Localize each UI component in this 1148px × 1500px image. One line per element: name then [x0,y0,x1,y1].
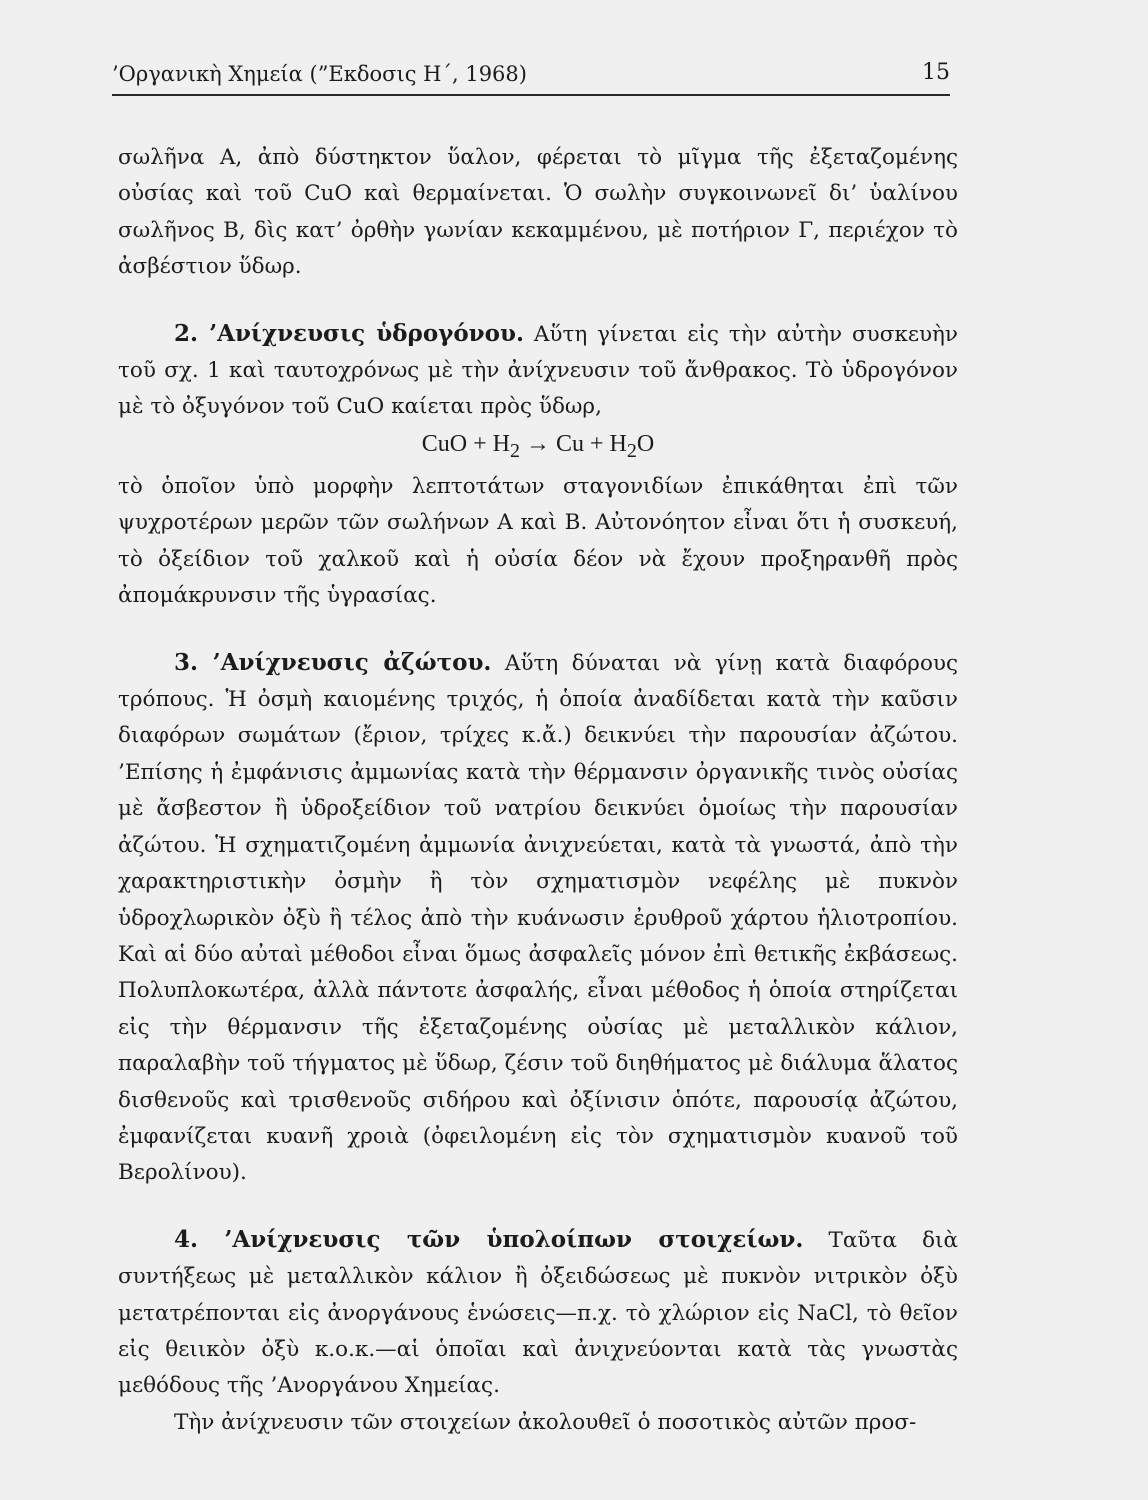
section-4 [118,1222,958,1405]
section-heading: 2. ’Ανίχνευσις ὑδρογόνου. [174,319,524,347]
chemical-equation [118,426,958,469]
equation-subscript: 2 [510,439,520,462]
equation-tail: O [636,430,655,457]
section-3 [118,645,958,1192]
body-text [118,140,958,1441]
section-text: Ταῦτα διὰ συντήξεως μὲ μεταλλικὸν κάλιον ἢ ὀξειδώσεως μὲ πυκνὸν νιτρικὸν ὀξὺ μετατρέπονται εἰς ἀνοργάνους ἑνώσεις—π.χ. τὸ χλώριον εἰς NaCl, τὸ θεῖον εἰς θειικὸν ὀξὺ κ.ο.κ.—αἱ ὁποῖαι καὶ ἀνιχνεύονται κατὰ τὰς γνωστὰς μεθόδους τῆς ’Ανοργάνου Χημείας. [118,1227,958,1399]
section-text: Αὕτη δύναται νὰ γίνῃ κατὰ διαφόρους τρόπους. Ἡ ὀσμὴ καιομένης τριχός, ἡ ὁποία ἀναδίδεται κατὰ τὴν καῦσιν διαφόρων σωμάτων (ἔριον, τρίχες κ.ἄ.) δεικνύει τὴν παρουσίαν ἀζώτου. ’Επίσης ἡ ἐμφάνισις ἀμμωνίας κατὰ τὴν θέρμανσιν ὀργανικῆς τινὸς οὐσίας μὲ ἄσβεστον ἢ ὑδροξείδιον τοῦ νατρίου δεικνύει ὁμοίως τὴν παρουσίαν ἀζώτου. Ἡ σχηματιζομένη ἀμμωνία ἀνιχνεύεται, κατὰ τὰ γνωστά, ἀπὸ τὴν χαρακτηριστικὴν ὀσμὴν ἢ τὸν σχηματισμὸν νεφέλης μὲ πυκνὸν ὑδροχλωρικὸν ὀξὺ ἢ τέλος ἀπὸ τὴν κυάνωσιν ἐρυθροῦ χάρτου ἡλιοτροπίου. Καὶ αἱ δύο αὐταὶ μέθοδοι εἶναι ὅμως ἀσφαλεῖς μόνον ἐπὶ θετικῆς ἐκβάσεως. Πολυπλοκωτέρα, ἀλλὰ πάντοτε ἀσφαλής, εἶναι μέθοδος ἡ ὁποία στηρίζεται εἰς τὴν θέρμανσιν τῆς ἐξεταζομένης οὐσίας μὲ μεταλλικὸν κάλιον, παραλαβὴν τοῦ τήγματος μὲ ὕδωρ, ζέσιν τοῦ διηθήματος μὲ διάλυμα ἅλατος δισθενοῦς καὶ τρισθενοῦς σιδήρου καὶ ὀξίνισιν ὁπότε, παρουσίᾳ ἀζώτου, ἐμφανίζεται κυανῆ χροιὰ (ὀφειλομένη εἰς τὸν σχηματισμὸν κυανοῦ τοῦ Βερολίνου). [118,650,958,1186]
paragraph: τὸ ὁποῖον ὑπὸ μορφὴν λεπτοτάτων σταγονιδίων ἐπικάθηται ἐπὶ τῶν ψυχροτέρων μερῶν τῶν σωλήνων Α καὶ Β. Αὐτονόητον εἶναι ὅτι ἡ συσκευή, τὸ ὀξείδιον τοῦ χαλκοῦ καὶ ἡ οὐσία δέον νὰ ἔχουν προξηρανθῆ πρὸς ἀπομάκρυνσιν τῆς ὑγρασίας. [118,474,958,609]
section-heading: 3. ’Ανίχνευσις ἀζώτου. [174,648,492,676]
page-number: 15 [922,60,950,85]
header-title: ’Οργανικὴ Χημεία (”Εκδοσις Η΄, 1968) [112,62,527,86]
section-heading: 4. ’Ανίχνευσις τῶν ὑπολοίπων στοιχείων. [174,1225,804,1253]
equation-subscript: 2 [626,439,637,462]
paragraph: Τὴν ἀνίχνευσιν τῶν στοιχείων ἀκολουθεῖ ὁ ποσοτικὸς αὐτῶν προσ- [174,1409,917,1435]
section-text: Αὕτη γίνεται εἰς τὴν αὐτὴν συσκευὴν τοῦ σχ. 1 καὶ ταυτοχρόνως μὲ τὴν ἀνίχνευσιν τοῦ ἄνθρακος. Τὸ ὑδρογόνον μὲ τὸ ὀξυγόνον τοῦ CuO καίεται πρὸς ὕδωρ, [118,321,958,420]
running-header [112,58,950,96]
equation-arrow: → [520,430,556,457]
section-2 [118,316,958,426]
paragraph: σωλῆνα Α, ἀπὸ δύστηκτον ὕαλον, φέρεται τὸ μῖγμα τῆς ἐξεταζομένης οὐσίας καὶ τοῦ CuO καὶ θερμαίνεται. Ὁ σωλὴν συγκοινωνεῖ δι’ ὑαλίνου σωλῆνος Β, δὶς κατ’ ὀρθὴν γωνίαν κεκαμμένου, μὲ ποτήριον Γ, περιέχον τὸ ἀσβέστιον ὕδωρ. [118,145,958,280]
equation-right: Cu + H [556,430,627,457]
equation-left: CuO + H [421,430,510,457]
